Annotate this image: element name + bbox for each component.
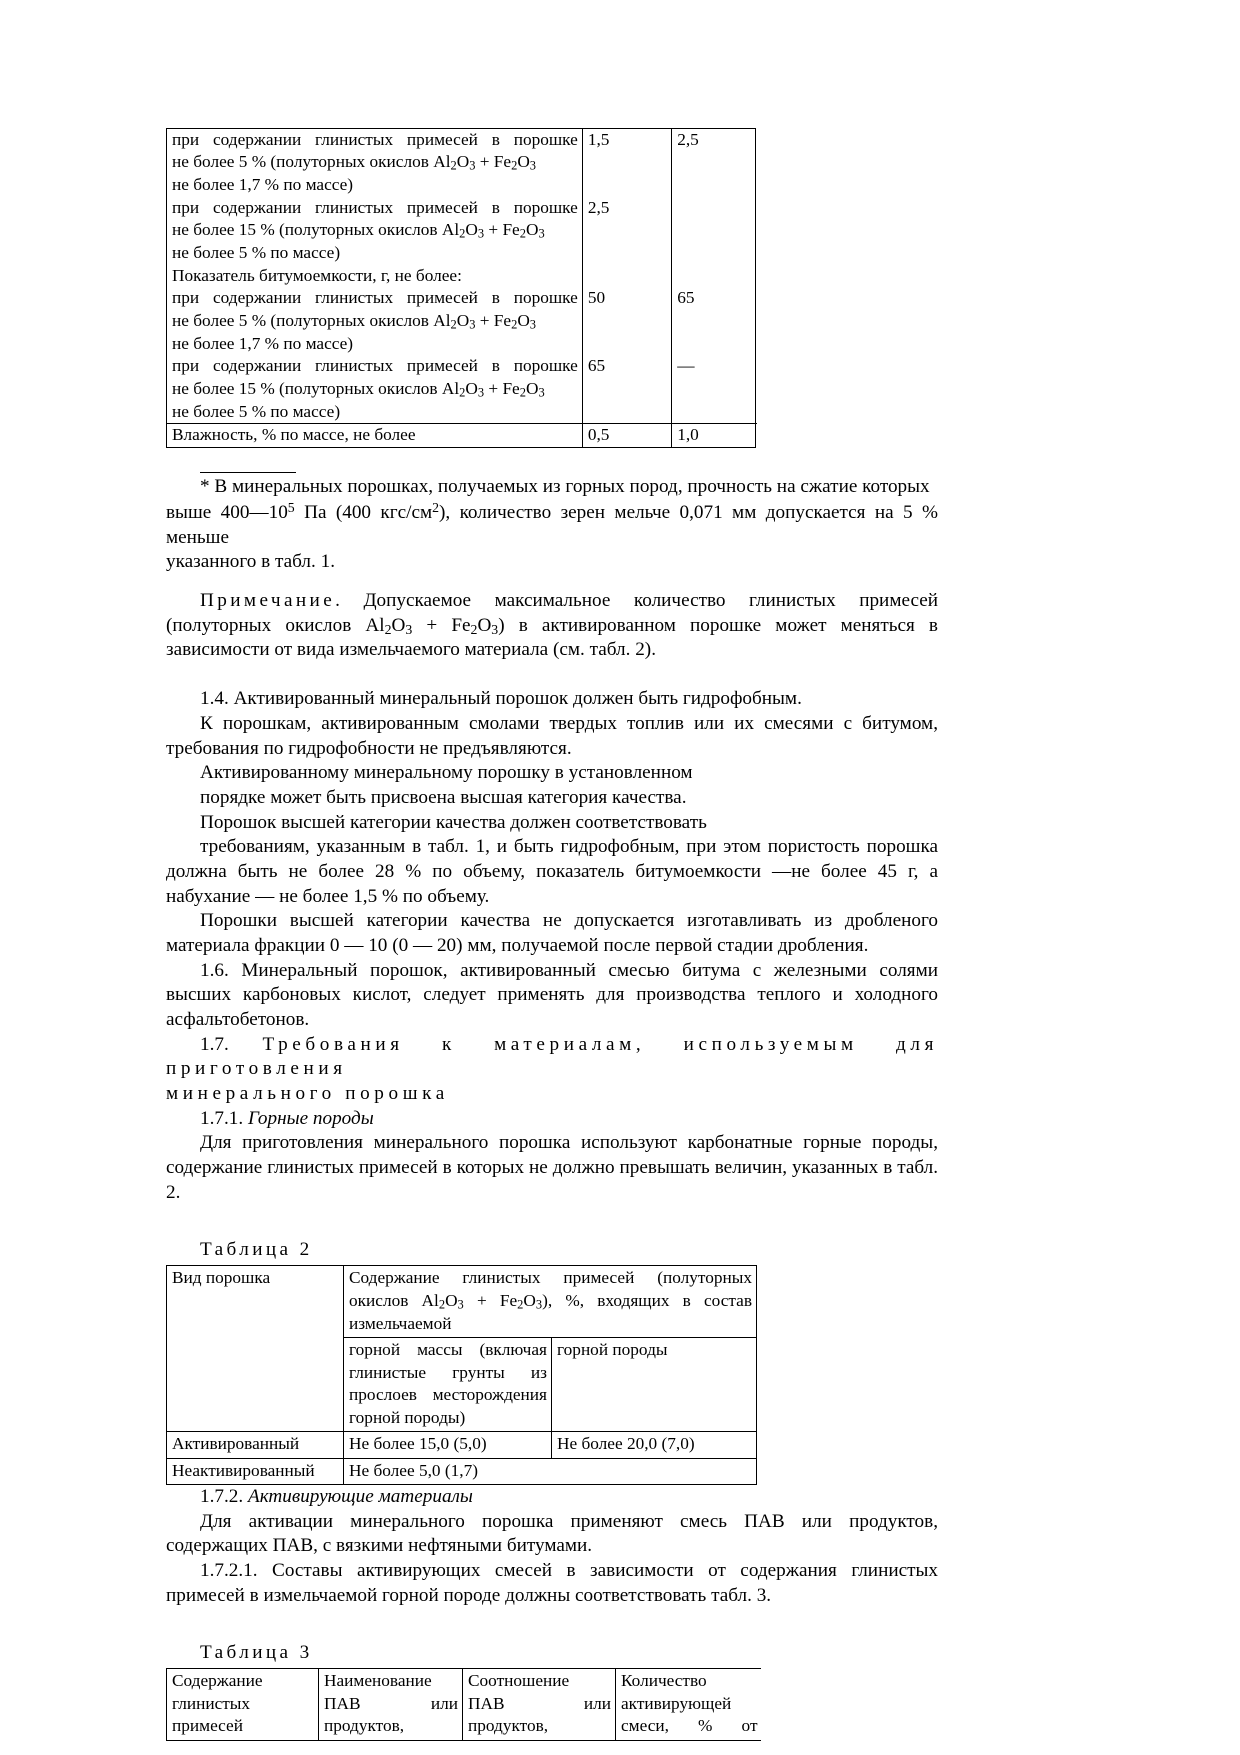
table1-r4-col3: 65 (677, 288, 695, 308)
table-2-caption: Таблица 2 (200, 1239, 313, 1261)
table2-header-col1: Вид порошка (167, 1266, 344, 1432)
table1-r4-col2: 50 (582, 287, 671, 355)
t3-c2-l3: продуктов, (324, 1716, 405, 1736)
paragraph-1-7-2-body: Для активации минерального порошка применяют смесь ПАВ или продуктов, содержащих ПАВ, с вязкими нефтяными битумами. (166, 1510, 938, 1557)
table-row (167, 1458, 757, 1484)
table-row (167, 1432, 757, 1458)
table2-row1-value-a: Не более 15,0 (5,0) (344, 1432, 552, 1458)
table2-row1-type: Активированный (167, 1432, 344, 1458)
table1-r2-col2: 2,5 (582, 197, 671, 265)
footnote-separator-rule (200, 472, 296, 473)
table-1 (167, 129, 757, 447)
t3-c3-l3: продуктов, (468, 1716, 549, 1736)
paragraph-1-4-b: К порошкам, активированным смолами твердых топлив или их смесями с битумом, требования по гидрофобности не предъявляются. (166, 712, 938, 759)
table1-r4-line3: не более 1,7 % по массе) (172, 333, 354, 353)
heading-1-7-1-title: Горные породы (247, 1107, 374, 1129)
table2-row1-value-b: Не более 20,0 (7,0) (552, 1432, 757, 1458)
t3-c4-l1: Количество (621, 1671, 707, 1691)
table1-r5-line1: при содержании глинистых примесей в порошке (172, 356, 578, 376)
paragraph-1-5-d: требованиям, указанным в табл. 1, и быть гидрофобным, при этом пористость порошка должна быть не более 28 % по объему, показатель битумоемкости —не более 45 г, а набухание — не более 1,5 % по объему. (166, 836, 938, 907)
t2-sub3: 2 (517, 1297, 524, 1312)
paragraph-1-5-c: Порошок высшей категории качества должен соответствовать (200, 811, 707, 833)
table1-r5-line3: не более 5 % по массе) (172, 401, 341, 421)
table3-header-col3 (463, 1669, 616, 1740)
table1-r5-col2: 65 (582, 355, 671, 423)
table1-r3-label: Показатель битумоемкости, г, не более: (167, 265, 582, 287)
table1-r2-line3: не более 5 % по массе) (172, 243, 341, 263)
table-2 (166, 1265, 757, 1485)
table1-r4-line2: не более 5 % (полуторных окислов $Al_2O_3 + Fe_2O_3$ (172, 310, 537, 332)
note-sub-3: 2 (470, 621, 478, 637)
t2-sub2: 3 (457, 1297, 464, 1312)
footnote-line3: указанного в табл. 1. (166, 551, 335, 573)
table1-r3-col3 (672, 265, 757, 287)
table-3-clip (166, 1668, 761, 1740)
footnote-paragraph (166, 475, 938, 500)
table1-r1-col2: 1,5 (582, 129, 671, 197)
t2-sub4: 3 (535, 1297, 543, 1312)
table1-r1-line1: при содержании глинистых примесей в порошке (172, 130, 578, 149)
page-content (166, 128, 938, 1741)
t2-title-e: ), %, входящих в состав измельчаемой (349, 1290, 752, 1333)
table1-r3-col2 (582, 265, 671, 287)
table1-r6-col2: 0,5 (582, 424, 671, 447)
table1-r4-line1: при содержании глинистых примесей в порошке (172, 288, 578, 308)
table1-r1-label (167, 129, 582, 197)
table3-header-col2 (319, 1669, 463, 1740)
table-row (167, 424, 757, 447)
heading-1-7-number: 1.7. (200, 1033, 263, 1055)
table1-r2-line1: при содержании глинистых примесей в порошке (172, 197, 578, 217)
table1-r1-col3: 2,5 (677, 130, 699, 149)
t3-c4-l3: смеси, % от (621, 1716, 758, 1736)
table1-r6-col3: 1,0 (672, 424, 757, 447)
t3-c1-l1: Содержание (172, 1671, 263, 1691)
paragraph-1-5-b: порядке может быть присвоена высшая категория качества. (200, 786, 687, 808)
note-sub-2: 3 (405, 621, 413, 637)
paragraph-1-7-2-1: 1.7.2.1. Составы активирующих смесей в зависимости от содержания глинистых примесей в измельчаемой горной породе должны соответствовать табл. 3. (166, 1560, 938, 1606)
heading-1-7-1 (166, 1107, 938, 1132)
t3-c2-l1: Наименование (324, 1671, 432, 1691)
t2-title-c: + Fe (463, 1290, 518, 1310)
table1-r4-label (167, 287, 582, 355)
paragraph-1-6: 1.6. Минеральный порошок, активированный смесью битума с железными солями высших карбоновых кислот, следует применять для производства теплого и холодного асфальтобетонов. (166, 959, 938, 1030)
table-row (167, 197, 757, 265)
table1-r1-line3: не более 1,7 % по массе) (172, 175, 354, 195)
heading-1-7-text: Требования к материалам, используемым для приготовления (166, 1033, 938, 1080)
footnote-l2a: выше 400—10 (166, 502, 288, 523)
table-row (167, 129, 757, 197)
note-body-a: . Допускаемое максимальное количество глинистых примесей (полуторных окислов Al (166, 590, 938, 636)
t2-title-a: Содержание глинистых примесей (полуторных окислов Al (349, 1268, 752, 1310)
t3-c4-l2: активирующей (621, 1693, 732, 1713)
table1-r2-label (167, 197, 582, 265)
t3-c3-l1: Соотношение (468, 1671, 570, 1691)
footnote-exponent-2: 2 (432, 500, 440, 516)
heading-1-7-1-number: 1.7.1. (200, 1107, 248, 1129)
t3-c2-l2: ПАВ или (324, 1693, 458, 1713)
table1-r5-col3: — (677, 356, 695, 376)
footnote-exponent-5: 5 (287, 500, 295, 516)
t2-title-b: O (445, 1290, 458, 1310)
heading-1-7-line2: минерального порошка (166, 1082, 449, 1104)
table-3-caption: Таблица 3 (200, 1642, 313, 1664)
footnote-line1: * В минеральных порошках, получаемых из горных пород, прочность на сжатие которых (200, 475, 930, 497)
t3-c3-l2: ПАВ или (468, 1693, 611, 1713)
table-row (167, 1669, 762, 1740)
table1-r5-label (167, 355, 582, 423)
t2-sub1: 2 (438, 1297, 446, 1312)
table-1-continued (166, 128, 756, 448)
note-body-b: O (391, 614, 406, 636)
note-body-c: + Fe (412, 614, 471, 636)
paragraph-1-7-1-body: Для приготовления минерального порошка используют карбонатные горные породы, содержание глинистых примесей в которых не должно превышать величин, указанных в табл. 2. (166, 1132, 938, 1203)
table1-r5-line2: не более 15 % (полуторных окислов $Al_2O_3 + Fe_2O_3$ (172, 378, 545, 400)
note-heading: Примечание (200, 590, 336, 612)
table1-r6-label: Влажность, % по массе, не более (167, 424, 582, 447)
footnote-line2 (166, 499, 938, 550)
heading-1-7-2-title: Активирующие материалы (247, 1486, 473, 1508)
table1-r2-line2: не более 15 % (полуторных окислов $Al_2O_3 + Fe_2O_3$ (172, 220, 545, 242)
note-body-e: ) в активированном порошке может меняться в зависимости от вида измельчаемого материала (см. табл. 2). (166, 614, 938, 661)
table1-r1-line2: не более 5 % (полуторных окислов $Al_2O_3 + Fe_2O_3$ (172, 152, 537, 174)
table1-r2-col3 (672, 197, 757, 265)
table-row (167, 265, 757, 287)
paragraph-1-4: 1.4. Активированный минеральный порошок должен быть гидрофобным. (200, 688, 802, 710)
footnote-l2c: ), количество зерен мельче 0,071 мм допускается на 5 % меньше (166, 502, 939, 548)
table3-header-col1 (167, 1669, 319, 1740)
note-body-d: O (477, 614, 492, 636)
heading-1-7-2-number: 1.7.2. (200, 1486, 248, 1508)
note-sub-1: 2 (384, 621, 392, 637)
footnote-l2b: Па (400 кгс/см (294, 502, 433, 523)
t3-c1-l3: примесей (172, 1716, 243, 1736)
paragraph-1-5-a: Активированному минеральному порошку в установленном (200, 762, 693, 784)
table-3 (166, 1668, 761, 1740)
table-row (167, 1266, 757, 1338)
t3-c1-l2: глинистых (172, 1693, 251, 1713)
table3-header-col4 (616, 1669, 762, 1740)
t2-title-d: O (523, 1290, 536, 1310)
table-row (167, 287, 757, 355)
heading-1-7-2 (166, 1485, 938, 1510)
table2-header-sub-col-a: горной массы (включая глинистые грунты из прослоев месторождения горной породы) (344, 1338, 552, 1432)
table2-header-sub-col-b: горной породы (552, 1338, 757, 1432)
note-sub-4: 3 (491, 621, 499, 637)
table2-row2-type: Неактивированный (167, 1458, 344, 1484)
table2-row2-value-a: Не более 5,0 (1,7) (344, 1458, 757, 1484)
table-row (167, 355, 757, 423)
table2-header-span-title (344, 1266, 757, 1338)
paragraph-1-5-e: Порошки высшей категории качества не допускается изготавливать из дробленого материала фракции 0 — 10 (0 — 20) мм, получаемой после первой стадии дробления. (166, 910, 938, 956)
note-paragraph (166, 589, 938, 663)
heading-1-7 (166, 1033, 938, 1082)
